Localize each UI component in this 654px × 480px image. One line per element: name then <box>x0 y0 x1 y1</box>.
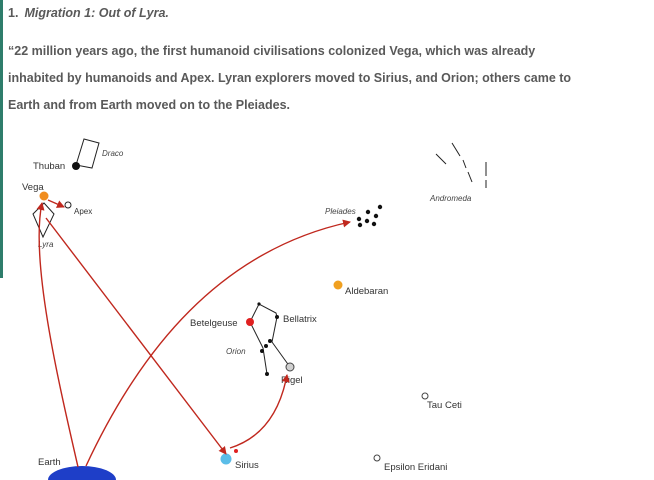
sirius-b-star <box>234 449 238 453</box>
earth-label: Earth <box>38 457 61 468</box>
arrow-vega-to-sirius <box>46 218 226 454</box>
paragraph-line-3: Earth and from Earth moved on to the Pleiades. <box>8 98 290 112</box>
tau-ceti-label: Tau Ceti <box>427 400 462 411</box>
paragraph-line-1: “22 million years ago, the first humanoid civilisations colonized Vega, which was already <box>8 44 536 58</box>
earth-disc <box>48 466 116 480</box>
andromeda-constellation <box>436 143 486 188</box>
heading-number: 1. <box>8 6 19 20</box>
paragraph-line-2: inhabited by humanoids and Apex. Lyran explorers moved to Sirius, and Orion; others came to <box>8 71 572 85</box>
rigel-label: Rigel <box>281 375 303 386</box>
draco-constellation <box>76 139 99 168</box>
arrow-earth-to-pleiades <box>86 222 350 466</box>
pleiades-label: Pleiades <box>325 207 356 216</box>
lyra-label: Lyra <box>38 240 54 249</box>
sirius-label: Sirius <box>235 460 259 471</box>
orion-label: Orion <box>226 347 246 356</box>
epsilon-eridani-star <box>374 455 380 461</box>
betelgeuse-star <box>246 318 254 326</box>
sirius-star <box>221 454 232 465</box>
thuban-star <box>72 162 80 170</box>
betelgeuse-label: Betelgeuse <box>190 318 238 329</box>
apex-label: Apex <box>74 207 93 216</box>
aldebaran-star <box>334 281 343 290</box>
orion-belt-stars <box>257 302 272 376</box>
draco-label: Draco <box>102 149 124 158</box>
heading-title: Migration 1: Out of Lyra. <box>24 6 169 20</box>
aldebaran-label: Aldebaran <box>345 286 389 297</box>
apex-star <box>65 202 71 208</box>
bellatrix-star <box>275 315 279 319</box>
arrow-sirius-to-rigel <box>230 375 287 448</box>
rigel-star <box>286 363 294 371</box>
andromeda-label: Andromeda <box>430 194 472 203</box>
bellatrix-label: Bellatrix <box>283 314 317 325</box>
lyra-constellation <box>33 203 54 237</box>
thuban-label: Thuban <box>33 161 66 172</box>
epsilon-eridani-label: Epsilon Eridani <box>384 462 448 473</box>
pleiades-cluster <box>357 205 382 227</box>
vega-label: Vega <box>22 182 44 193</box>
arrow-vega-to-apex <box>48 200 64 207</box>
tau-ceti-star <box>422 393 428 399</box>
migration-arrows <box>39 200 350 467</box>
